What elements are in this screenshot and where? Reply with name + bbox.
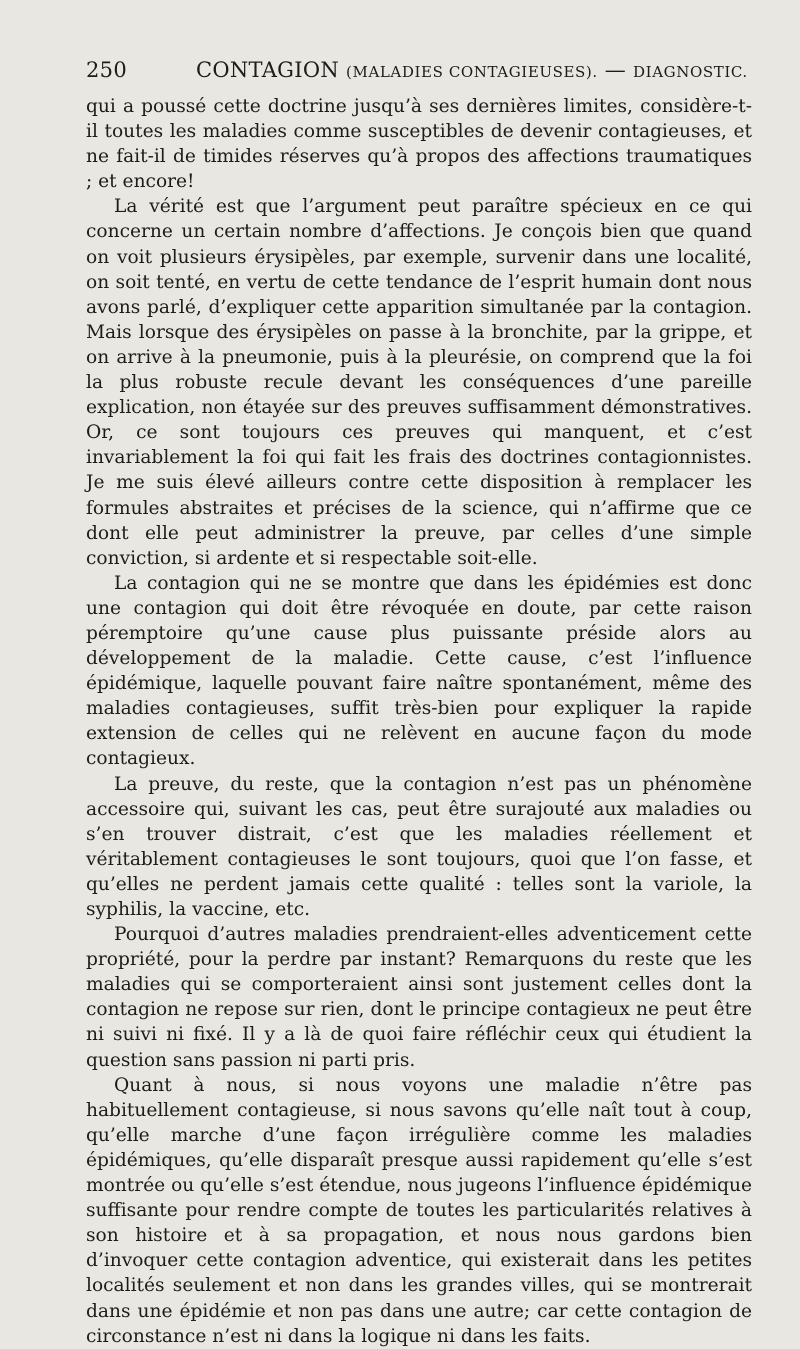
running-head <box>86 58 752 94</box>
body-text <box>86 94 752 1349</box>
paragraph: Pourquoi d’autres maladies prendraient-elles adventicement cette propriété, pour la perdre par instant? Remarquons du reste que les maladies qui se comporteraient ainsi sont justement celles dont la contagion ne repose sur rien, dont le principe contagieux ne peut être ni suivi ni fixé. Il y a là de quoi faire réfléchir ceux qui étudient la question sans passion ni parti pris. <box>86 924 752 1071</box>
running-title-main: CONTAGION <box>196 58 340 82</box>
running-title-section: DIAGNOSTIC. <box>633 63 748 81</box>
page-number: 250 <box>86 58 127 82</box>
running-title <box>196 58 752 82</box>
paragraph: La vérité est que l’argument peut paraître spécieux en ce qui concerne un certain nombre d’affections. Je conçois bien que quand on voit plusieurs érysipèles, par exemple, survenir dans une localité, on soit tenté, en vertu de cette tendance de l’esprit humain dont nous avons parlé, d’expliquer cette apparition simultanée par la contagion. Mais lorsque des érysipèles on passe à la bronchite, par la grippe, et on arrive à la pneumonie, puis à la pleurésie, on comprend que la foi la plus robuste recule devant les conséquences d’une pareille explication, non étayée sur des preuves suffisamment démonstratives. Or, ce sont toujours ces preuves qui manquent, et c’est invariablement la foi qui fait les frais des doctrines contagionnistes. Je me suis élevé ailleurs contre cette disposition à remplacer les formules abstraites et précises de la science, qui n’affirme que ce dont elle peut administrer la preuve, par celles d’une simple conviction, si ardente et si respectable soit-elle. <box>86 196 752 569</box>
paragraph-continued: qui a poussé cette doctrine jusqu’à ses dernières limites, considère-t-il toutes les maladies comme susceptibles de devenir contagieuses, et ne fait-il de timides réserves qu’à propos des affections traumatiques ; et encore! <box>86 96 752 193</box>
paragraph: Quant à nous, si nous voyons une maladie n’être pas habituellement contagieuse, si nous savons qu’elle naît tout à coup, qu’elle marche d’une façon irrégulière comme les maladies épidémiques, qu’elle disparaît presque aussi rapidement qu’elle s’est montrée ou qu’elle s’est étendue, nous jugeons l’influence épidémique suffisante pour rendre compte de toutes les particularités relatives à son histoire et à sa propagation, et nous nous gardons bien d’invoquer cette contagion adventice, qui existerait dans les petites localités seulement et non dans les grandes villes, qui se montrerait dans une épidémie et non pas dans une autre; car cette contagion de circonstance n’est ni dans la logique ni dans les faits. <box>86 1074 752 1347</box>
running-title-subtitle: (MALADIES CONTAGIEUSES). <box>346 63 598 81</box>
paragraph: La contagion qui ne se montre que dans les épidémies est donc une contagion qui doit être révoquée en doute, par cette raison péremptoire qu’une cause plus puissante préside alors au développement de la maladie. Cette cause, c’est l’influence épidémique, laquelle pouvant faire naître spontanément, même des maladies contagieuses, suffit très-bien pour expliquer la rapide extension de celles qui ne relèvent en aucune façon du mode contagieux. <box>86 572 752 770</box>
running-title-dash: — <box>604 58 627 82</box>
paragraph: La preuve, du reste, que la contagion n’est pas un phénomène accessoire qui, suivant les cas, peut être surajouté aux maladies ou s’en trouver distrait, c’est que les maladies réellement et véritablement contagieuses le sont toujours, quoi que l’on fasse, et qu’elles ne perdent jamais cette qualité : telles sont la variole, la syphilis, la vaccine, etc. <box>86 773 752 920</box>
